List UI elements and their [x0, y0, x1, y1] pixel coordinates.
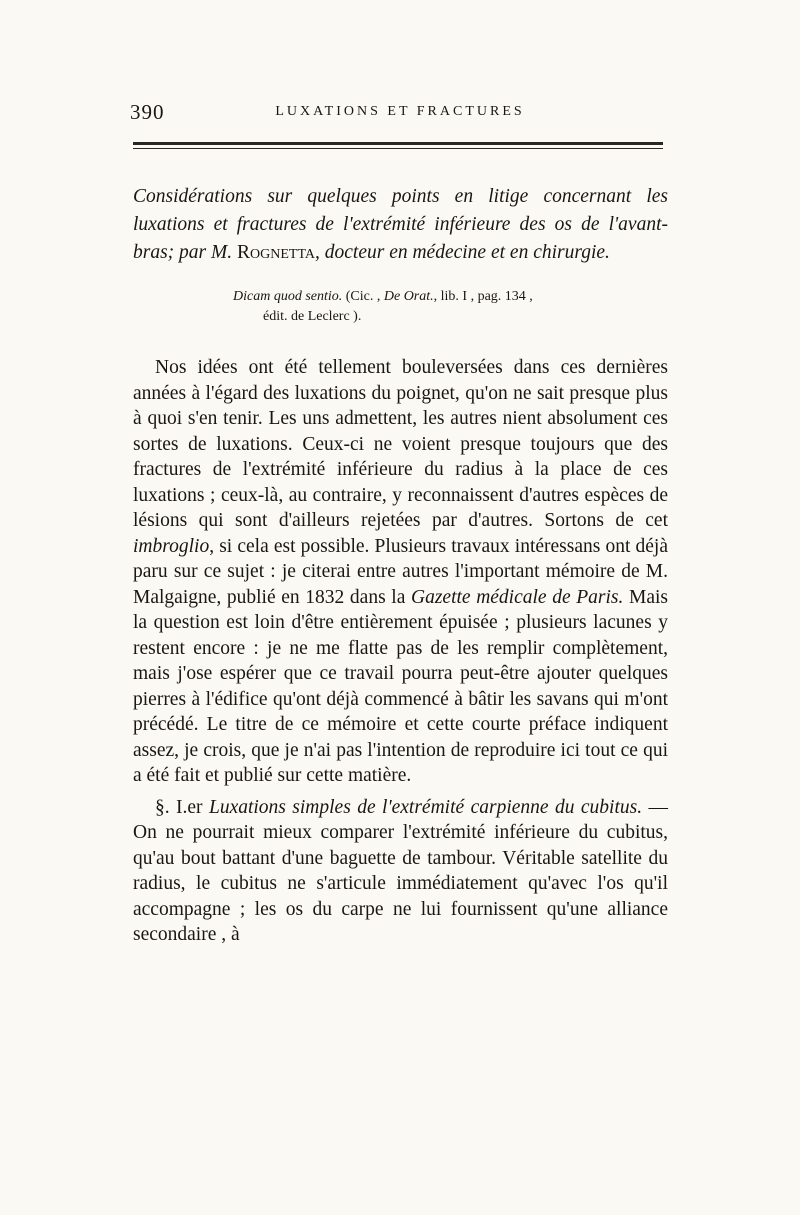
header-rule-thin [133, 148, 663, 149]
page-number: 390 [130, 100, 165, 124]
running-header [130, 100, 670, 130]
epigraph [233, 287, 668, 327]
section-1 [133, 795, 668, 948]
header-rule-thick [133, 142, 663, 145]
title-part2: , docteur en médecine et en chirurgie. [315, 242, 610, 263]
author-name: Rognetta [237, 242, 315, 263]
para1-italic-imbroglio: imbroglio [133, 535, 210, 557]
para1-text-e: Mais la question est loin d'être entièrement épuisée ; plusieurs lacunes y restent encore : je ne me flatte pas de les remplir complètement, mais j'ose espérer que ce travail pourra peut-être ajouter quelques pierres à l'édifice qu'ont déjà commencé à bâtir les savans qui m'ont précédé. Le titre de ce mémoire et cette courte préface indiquent assez, je crois, que je n'ai pas l'intention de reproduire ici tout ce qui a été fait et publié sur cette matière. [133, 586, 669, 786]
epigraph-edition: édit. de Leclerc ). [263, 309, 362, 324]
epigraph-quote: Dicam quod sentio. [233, 289, 343, 304]
para1-italic-gazette: Gazette médicale de Paris. [411, 586, 624, 608]
paragraph-intro [133, 355, 668, 789]
article-title [133, 183, 668, 267]
epigraph-source-open: (Cic. , [342, 289, 384, 304]
article-body [133, 183, 668, 948]
title-part1: Considérations sur quelques points en litige concernant les luxations et fractures de l'extrémité inférieure des os de l'avant-bras; par M. [133, 186, 668, 263]
para1-text-a: Nos idées ont été tellement bouleversées dans ces dernières années à l'égard des luxations du poignet, qu'on ne sait presque plus à quoi s'en tenir. Les uns admettent, les autres nient absolument ces sortes de luxations. Ceux-ci ne voient presque toujours que des fractures de l'extrémité inférieure du radius à la place de ces luxations ; ceux-là, au contraire, y reconnaissent d'autres espèces de lésions qui sont d'ailleurs rejetées par d'autres. Sortons de cet [133, 357, 668, 531]
epigraph-work: De Orat. [383, 289, 434, 304]
running-title: LUXATIONS ET FRACTURES [275, 104, 525, 119]
para1-text-c: , si cela est possible. Plusieurs travaux intéressans ont déjà paru sur ce sujet : je citerai entre autres l'important mémoire de M. Malgaigne, publié en 1832 dans la [133, 535, 668, 608]
section-heading: Luxations simples de l'extrémité carpienne du cubitus. [208, 796, 643, 818]
section-number: §. I.er [155, 796, 209, 818]
epigraph-details: , lib. I , pag. 134 , [433, 289, 533, 304]
section-text: — On ne pourrait mieux comparer l'extrémité inférieure du cubitus, qu'au bout battant d'une baguette de tambour. Véritable satellite du radius, le cubitus ne s'articule immédiatement qu'avec l'os qu'il accompagne ; les os du carpe ne lui fournissent qu'une alliance secondaire , à [133, 796, 668, 945]
